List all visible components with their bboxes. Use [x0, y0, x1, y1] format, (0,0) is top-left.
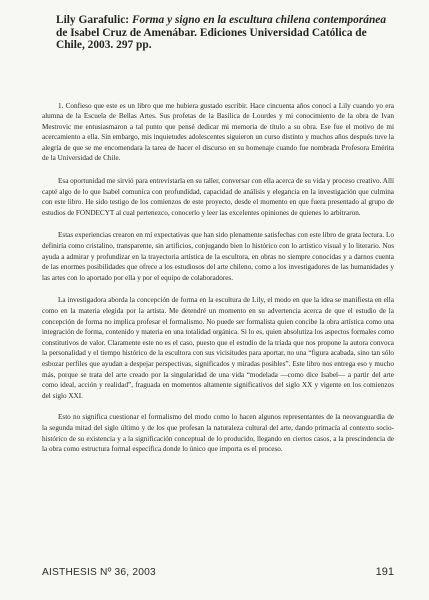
paragraph: Esa oportunidad me sirvió para entrevistarla en su taller, conversar con ella acerca de su vida y proceso creativo. Allí capté algo de lo que Isabel comunica con profundidad, capacidad de análisis y elegancia en la investigación que culmina con este libro. He sido testigo de los comienzos de este proyecto, desde el momento en que fuera presentado al grupo de estudios de FONDECYT al cual pertenezco, conocerlo y leer las excelentes opiniones de quienes lo arbitraron. — [42, 177, 394, 217]
page-number: 191 — [375, 566, 394, 578]
review-body — [42, 101, 394, 455]
paragraph: 1. Confieso que este es un libro que me hubiera gustado escribir. Hace cincuenta años conocí a Lily cuando yo era alumna de la Escuela de Bellas Artes. Sus profetas de la Basílica de Lourdes y mi conocimiento de la obra de Ivan Mestrovic me entusiasmaron a tal punto que pensé dedicar mi memoria de título a su obra. Ese fue el motivo de mi acercamiento a ella. Sin embargo, mis inquietudes adolescentes siguieron un curso distinto y muchos años después tuve la alegría de que se me encomendara la tarea de hacer el discurso en su homenaje cuando fue nombrada Profesora Emérita de la Universidad de Chile. — [42, 101, 394, 163]
book-title: Forma y signo en la escultura chilena contemporánea — [131, 14, 387, 26]
paragraph: La investigadora aborda la concepción de forma en la escultura de Lily, el modo en que la idea se manifiesta en ella como en la materia elegida por la artista. Me detendré un momento en su advertencia acerca de que el estudio de la concepción de forma no implica profesar el formalismo. No puede ser formalista quien concibe la obra artística como una integración de forma, contenido y materia en una totalidad orgánica. Si lo es, quien absolutiza los aspectos formales como constitutivos de valor. Claramente este no es el caso, puesto que el estudio de la tríada que nos propone la autora convoca la personalidad y el tiempo histórico de la escultora con sus vicisitudes para aportar, no una “figura acabada, sino tan sólo esbozar perfiles que ayudan a despejar perspectivas, significados y miradas posibles”. Este libro nos entrega eso y mucho más, porque se trata del arte creado por la singularidad de una vida “modelada —como dice Isabel— a partir del arte como ideal, acción y realidad”, fraguada en momentos altamente significativos del siglo XX y vigente en los comienzos del siglo XXI. — [42, 296, 394, 400]
review-header — [56, 14, 394, 52]
author-prefix: Lily Garafulic: — [56, 14, 132, 26]
paragraph: Esto no significa cuestionar el formalismo del modo como lo hacen algunos representantes de la neovanguardia de la segunda mitad del siglo último y de los que profesan la naturaleza cultural del arte, dando primacía al contexto socio-histórico de su existencia y a la significación conceptual de lo producido, llegando en ciertos casos, a la prescindencia de la obra como estructura formal específica donde lo único que importa es el proceso. — [42, 413, 394, 454]
publication-info: de Isabel Cruz de Amenábar. Ediciones Universidad Católica de Chile, 2003. 297 pp. — [56, 26, 367, 51]
paragraph: Estas experiencias crearon en mí expectativas que han sido plenamente satisfechas con este libro de grata lectura. Lo definiría como cristalino, transparente, sin artificios, conjugando bien lo histórico con lo artístico visual y lo literario. Nos ayuda a admirar y profundizar en la trayectoria artística de la escultora, en obras no siempre conocidas y a darnos cuenta de las enormes posibilidades que ofrece a los estudiosos del arte chileno, como a los investigadores de las humanidades y las artes con lo aportado por ella y por el equipo de colaboradores. — [42, 231, 394, 282]
page-footer — [42, 566, 394, 578]
journal-citation: AISTHESIS Nº 36, 2003 — [42, 567, 156, 578]
